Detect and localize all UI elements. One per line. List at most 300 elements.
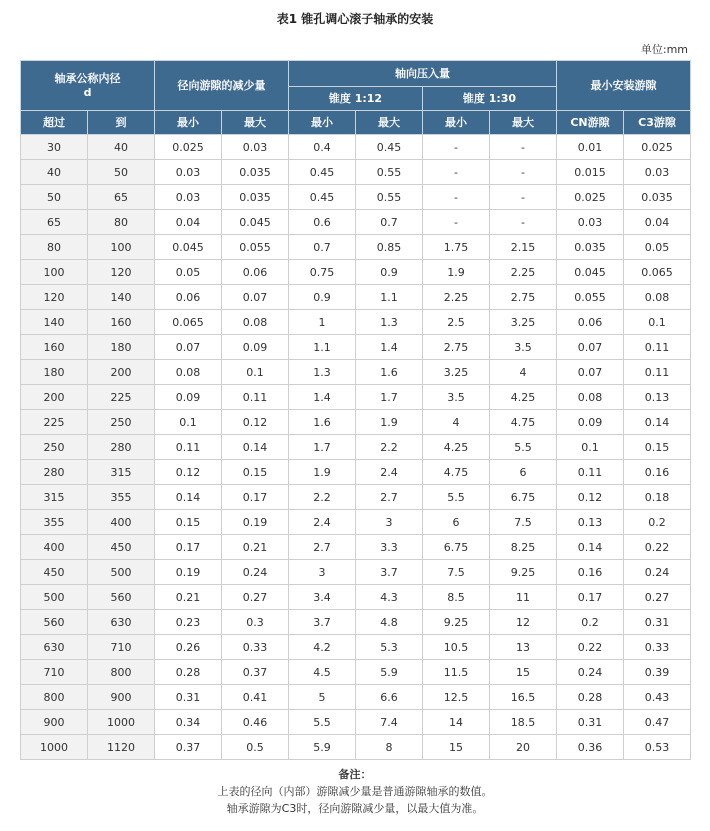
table-cell: 6.75 — [490, 485, 557, 510]
table-cell: 500 — [88, 560, 155, 585]
table-cell: 0.13 — [557, 510, 624, 535]
table-cell: 0.37 — [155, 735, 222, 760]
table-cell: 0.09 — [222, 335, 289, 360]
table-cell: 0.45 — [289, 185, 356, 210]
bearing-table — [20, 60, 691, 760]
table-cell: 225 — [21, 410, 88, 435]
table-cell: 4 — [490, 360, 557, 385]
notes-line-1: 上表的径向（内部）游隙减少量是普通游隙轴承的数值。 — [217, 785, 493, 798]
table-cell: 1.1 — [289, 335, 356, 360]
table-row — [21, 185, 691, 210]
table-cell: 200 — [88, 360, 155, 385]
table-cell: 0.035 — [222, 160, 289, 185]
table-cell: 0.1 — [222, 360, 289, 385]
table-cell: 7.4 — [356, 710, 423, 735]
table-cell: 9.25 — [423, 610, 490, 635]
table-cell: 0.19 — [222, 510, 289, 535]
table-cell: 3.4 — [289, 585, 356, 610]
table-cell: 0.28 — [557, 685, 624, 710]
table-cell: 0.24 — [557, 660, 624, 685]
table-cell: 50 — [88, 160, 155, 185]
table-cell: 0.03 — [624, 160, 691, 185]
table-cell: 0.03 — [557, 210, 624, 235]
table-cell: 0.025 — [155, 135, 222, 160]
table-cell: 0.065 — [624, 260, 691, 285]
table-cell: 0.39 — [624, 660, 691, 685]
table-cell: 1 — [289, 310, 356, 335]
table-row — [21, 710, 691, 735]
table-cell: 140 — [21, 310, 88, 335]
table-cell: 0.14 — [624, 410, 691, 435]
table-cell: 100 — [21, 260, 88, 285]
table-row — [21, 410, 691, 435]
table-cell: 3.7 — [356, 560, 423, 585]
table-cell: 1000 — [21, 735, 88, 760]
table-cell: 5.3 — [356, 635, 423, 660]
table-cell: 0.06 — [557, 310, 624, 335]
header-reduction-min: 最小 — [155, 111, 222, 135]
table-cell: 12.5 — [423, 685, 490, 710]
table-cell: 500 — [21, 585, 88, 610]
table-cell: 0.16 — [624, 460, 691, 485]
header-c3: C3游隙 — [624, 111, 691, 135]
table-cell: 2.25 — [490, 260, 557, 285]
table-cell: 0.11 — [557, 460, 624, 485]
table-row — [21, 610, 691, 635]
table-cell: 900 — [21, 710, 88, 735]
table-cell: 11 — [490, 585, 557, 610]
table-cell: 0.07 — [557, 360, 624, 385]
table-cell: 0.34 — [155, 710, 222, 735]
table-row — [21, 660, 691, 685]
table-row — [21, 260, 691, 285]
table-cell: 13 — [490, 635, 557, 660]
table-cell: 2.4 — [289, 510, 356, 535]
table-cell: 0.7 — [289, 235, 356, 260]
table-cell: 0.22 — [557, 635, 624, 660]
table-cell: 160 — [21, 335, 88, 360]
table-cell: 0.15 — [624, 435, 691, 460]
table-row — [21, 160, 691, 185]
table-cell: 1.9 — [289, 460, 356, 485]
table-cell: - — [490, 185, 557, 210]
table-cell: 4.3 — [356, 585, 423, 610]
table-cell: 0.16 — [557, 560, 624, 585]
table-cell: 8.25 — [490, 535, 557, 560]
table-cell: 315 — [88, 460, 155, 485]
table-cell: 5 — [289, 685, 356, 710]
table-cell: 0.08 — [155, 360, 222, 385]
table-cell: 0.55 — [356, 185, 423, 210]
table-cell: - — [423, 160, 490, 185]
table-cell: 0.6 — [289, 210, 356, 235]
table-cell: 0.3 — [222, 610, 289, 635]
table-cell: 0.055 — [557, 285, 624, 310]
table-cell: 4.75 — [423, 460, 490, 485]
table-cell: 14 — [423, 710, 490, 735]
table-cell: 20 — [490, 735, 557, 760]
table-cell: 180 — [21, 360, 88, 385]
table-row — [21, 535, 691, 560]
table-cell: 0.06 — [155, 285, 222, 310]
table-cell: 0.1 — [155, 410, 222, 435]
table-cell: 2.75 — [490, 285, 557, 310]
table-cell: - — [423, 210, 490, 235]
table-cell: 65 — [21, 210, 88, 235]
table-cell: 0.025 — [624, 135, 691, 160]
table-cell: 0.05 — [155, 260, 222, 285]
table-cell: 0.03 — [222, 135, 289, 160]
table-cell: 0.31 — [155, 685, 222, 710]
table-cell: 1.6 — [356, 360, 423, 385]
table-cell: 6 — [423, 510, 490, 535]
table-cell: 0.55 — [356, 160, 423, 185]
table-cell: 40 — [21, 160, 88, 185]
table-cell: 50 — [21, 185, 88, 210]
table-cell: 0.22 — [624, 535, 691, 560]
table-cell: 0.85 — [356, 235, 423, 260]
table-cell: 0.04 — [155, 210, 222, 235]
table-cell: 0.23 — [155, 610, 222, 635]
table-cell: 7.5 — [490, 510, 557, 535]
table-body — [21, 135, 691, 760]
table-cell: 3 — [289, 560, 356, 585]
header-axial: 轴向压入量 — [289, 61, 557, 87]
table-cell: 0.7 — [356, 210, 423, 235]
table-cell: 15 — [423, 735, 490, 760]
table-cell: 9.25 — [490, 560, 557, 585]
table-cell: 1.1 — [356, 285, 423, 310]
table-cell: 0.11 — [624, 360, 691, 385]
table-cell: 0.17 — [222, 485, 289, 510]
table-cell: 3.5 — [490, 335, 557, 360]
table-cell: 0.13 — [624, 385, 691, 410]
table-cell: 225 — [88, 385, 155, 410]
header-to: 到 — [88, 111, 155, 135]
table-row — [21, 310, 691, 335]
table-cell: 0.025 — [557, 185, 624, 210]
table-cell: 8 — [356, 735, 423, 760]
table-cell: 0.14 — [155, 485, 222, 510]
table-cell: 8.5 — [423, 585, 490, 610]
table-cell: 1.9 — [423, 260, 490, 285]
table-cell: 280 — [88, 435, 155, 460]
table-cell: 4.8 — [356, 610, 423, 635]
header-taper-1-30: 锥度 1:30 — [423, 87, 557, 111]
table-cell: - — [490, 160, 557, 185]
table-cell: 2.75 — [423, 335, 490, 360]
header-taper1-max: 最大 — [356, 111, 423, 135]
table-cell: 0.12 — [155, 460, 222, 485]
header-over: 超过 — [21, 111, 88, 135]
header-bore-symbol: d — [83, 85, 92, 99]
table-cell: 2.2 — [289, 485, 356, 510]
table-row — [21, 635, 691, 660]
table-row — [21, 460, 691, 485]
table-cell: 0.24 — [222, 560, 289, 585]
table-cell: 6.6 — [356, 685, 423, 710]
table-cell: 5.5 — [490, 435, 557, 460]
table-cell: 355 — [88, 485, 155, 510]
table-cell: - — [423, 135, 490, 160]
header-taper2-max: 最大 — [490, 111, 557, 135]
table-cell: 2.4 — [356, 460, 423, 485]
table-cell: 0.27 — [624, 585, 691, 610]
table-cell: 1.3 — [289, 360, 356, 385]
table-cell: 560 — [21, 610, 88, 635]
table-cell: 0.045 — [155, 235, 222, 260]
table-cell: 0.33 — [624, 635, 691, 660]
table-cell: 0.27 — [222, 585, 289, 610]
table-cell: 0.19 — [155, 560, 222, 585]
table-cell: 0.21 — [222, 535, 289, 560]
table-cell: 3.5 — [423, 385, 490, 410]
table-row — [21, 235, 691, 260]
table-cell: 4 — [423, 410, 490, 435]
table-cell: 0.17 — [155, 535, 222, 560]
table-cell: 0.1 — [557, 435, 624, 460]
table-cell: 1.7 — [356, 385, 423, 410]
table-cell: 0.03 — [155, 185, 222, 210]
table-cell: 4.5 — [289, 660, 356, 685]
table-cell: 400 — [21, 535, 88, 560]
table-cell: 7.5 — [423, 560, 490, 585]
table-cell: 3.3 — [356, 535, 423, 560]
table-cell: 12 — [490, 610, 557, 635]
notes-title: 备注： — [338, 768, 372, 781]
table-cell: 0.07 — [557, 335, 624, 360]
table-cell: 5.9 — [289, 735, 356, 760]
table-row — [21, 685, 691, 710]
table-row — [21, 585, 691, 610]
table-cell: 560 — [88, 585, 155, 610]
table-cell: 0.31 — [557, 710, 624, 735]
table-cell: 5.9 — [356, 660, 423, 685]
unit-label: 单位:mm — [640, 43, 688, 56]
header-bore-label: 轴承公称内径 — [54, 71, 121, 85]
table-cell: 100 — [88, 235, 155, 260]
table-cell: 400 — [88, 510, 155, 535]
table-cell: 0.36 — [557, 735, 624, 760]
table-cell: 0.035 — [624, 185, 691, 210]
header-reduction-max: 最大 — [222, 111, 289, 135]
table-cell: 0.26 — [155, 635, 222, 660]
table-cell: 18.5 — [490, 710, 557, 735]
table-cell: 0.11 — [155, 435, 222, 460]
table-cell: 0.75 — [289, 260, 356, 285]
table-row — [21, 435, 691, 460]
table-cell: 0.47 — [624, 710, 691, 735]
table-cell: - — [490, 210, 557, 235]
table-cell: 0.45 — [289, 160, 356, 185]
table-cell: 0.08 — [624, 285, 691, 310]
table-cell: 0.035 — [222, 185, 289, 210]
table-cell: 200 — [21, 385, 88, 410]
table-cell: 0.17 — [557, 585, 624, 610]
table-cell: 355 — [21, 510, 88, 535]
table-cell: 250 — [21, 435, 88, 460]
table-row — [21, 285, 691, 310]
table-cell: 0.53 — [624, 735, 691, 760]
table-cell: 0.045 — [557, 260, 624, 285]
table-cell: 1.9 — [356, 410, 423, 435]
table-cell: 2.25 — [423, 285, 490, 310]
table-cell: 120 — [88, 260, 155, 285]
table-cell: 5.5 — [289, 710, 356, 735]
table-cell: 0.15 — [155, 510, 222, 535]
table-cell: 3.25 — [423, 360, 490, 385]
table-cell: 0.08 — [557, 385, 624, 410]
table-cell: 2.7 — [289, 535, 356, 560]
table-cell: 0.14 — [222, 435, 289, 460]
table-cell: 4.75 — [490, 410, 557, 435]
table-cell: 0.11 — [222, 385, 289, 410]
table-cell: 120 — [21, 285, 88, 310]
table-cell: 40 — [88, 135, 155, 160]
table-cell: 0.14 — [557, 535, 624, 560]
table-row — [21, 385, 691, 410]
table-cell: 0.035 — [557, 235, 624, 260]
table-cell: 250 — [88, 410, 155, 435]
table-cell: 0.43 — [624, 685, 691, 710]
table-cell: 0.07 — [222, 285, 289, 310]
table-cell: 0.9 — [356, 260, 423, 285]
table-cell: 0.18 — [624, 485, 691, 510]
table-cell: 1.6 — [289, 410, 356, 435]
table-cell: 0.05 — [624, 235, 691, 260]
table-cell: 0.41 — [222, 685, 289, 710]
table-cell: 630 — [21, 635, 88, 660]
table-cell: 0.2 — [624, 510, 691, 535]
table-cell: 0.07 — [155, 335, 222, 360]
table-cell: 0.11 — [624, 335, 691, 360]
table-cell: 4.25 — [490, 385, 557, 410]
table-cell: 1.75 — [423, 235, 490, 260]
header-taper1-min: 最小 — [289, 111, 356, 135]
table-cell: 160 — [88, 310, 155, 335]
table-cell: 11.5 — [423, 660, 490, 685]
table-row — [21, 485, 691, 510]
header-reduction: 径向游隙的减少量 — [155, 61, 289, 111]
table-cell: 80 — [88, 210, 155, 235]
table-cell: 0.045 — [222, 210, 289, 235]
table-cell: 2.2 — [356, 435, 423, 460]
header-min-clearance: 最小安装游隙 — [557, 61, 691, 111]
table-cell: 0.9 — [289, 285, 356, 310]
table-cell: 65 — [88, 185, 155, 210]
table-cell: 900 — [88, 685, 155, 710]
header-bore — [21, 61, 155, 111]
table-cell: 0.21 — [155, 585, 222, 610]
table-cell: 1120 — [88, 735, 155, 760]
table-cell: 0.03 — [155, 160, 222, 185]
table-row — [21, 335, 691, 360]
table-cell: 0.055 — [222, 235, 289, 260]
table-cell: 1.7 — [289, 435, 356, 460]
table-cell: 450 — [88, 535, 155, 560]
table-cell: - — [423, 185, 490, 210]
table-cell: 710 — [21, 660, 88, 685]
table-cell: 3.7 — [289, 610, 356, 635]
table-cell: 0.015 — [557, 160, 624, 185]
table-cell: 0.01 — [557, 135, 624, 160]
table-cell: 2.15 — [490, 235, 557, 260]
table-cell: 0.24 — [624, 560, 691, 585]
table-cell: 10.5 — [423, 635, 490, 660]
table-cell: 30 — [21, 135, 88, 160]
table-cell: 3.25 — [490, 310, 557, 335]
header-taper-1-12: 锥度 1:12 — [289, 87, 423, 111]
table-cell: 0.1 — [624, 310, 691, 335]
table-cell: 6 — [490, 460, 557, 485]
table-cell: 710 — [88, 635, 155, 660]
table-cell: 315 — [21, 485, 88, 510]
table-row — [21, 510, 691, 535]
table-cell: - — [490, 135, 557, 160]
table-cell: 4.2 — [289, 635, 356, 660]
table-cell: 4.25 — [423, 435, 490, 460]
table-cell: 0.08 — [222, 310, 289, 335]
table-row — [21, 560, 691, 585]
table-cell: 2.7 — [356, 485, 423, 510]
notes — [0, 766, 710, 817]
table-row — [21, 360, 691, 385]
table-cell: 6.75 — [423, 535, 490, 560]
table-cell: 15 — [490, 660, 557, 685]
table-cell: 0.33 — [222, 635, 289, 660]
table-cell: 0.31 — [624, 610, 691, 635]
table-cell: 280 — [21, 460, 88, 485]
table-row — [21, 735, 691, 760]
table-cell: 800 — [21, 685, 88, 710]
table-cell: 0.12 — [557, 485, 624, 510]
header-taper2-min: 最小 — [423, 111, 490, 135]
table-cell: 0.09 — [155, 385, 222, 410]
table-cell: 0.15 — [222, 460, 289, 485]
table-cell: 140 — [88, 285, 155, 310]
table-cell: 16.5 — [490, 685, 557, 710]
table-cell: 1.4 — [356, 335, 423, 360]
table-row — [21, 135, 691, 160]
table-cell: 0.12 — [222, 410, 289, 435]
header-cn: CN游隙 — [557, 111, 624, 135]
table-cell: 0.28 — [155, 660, 222, 685]
table-cell: 0.09 — [557, 410, 624, 435]
table-cell: 800 — [88, 660, 155, 685]
table-cell: 0.06 — [222, 260, 289, 285]
table-cell: 0.37 — [222, 660, 289, 685]
table-title: 表1 锥孔调心滚子轴承的安装 — [276, 12, 434, 26]
table-cell: 0.2 — [557, 610, 624, 635]
table-cell: 1.4 — [289, 385, 356, 410]
table-cell: 3 — [356, 510, 423, 535]
notes-line-2: 轴承游隙为C3时，径向游隙减少量，以最大值为准。 — [226, 802, 484, 815]
table-cell: 2.5 — [423, 310, 490, 335]
table-cell: 630 — [88, 610, 155, 635]
table-cell: 1000 — [88, 710, 155, 735]
table-cell: 80 — [21, 235, 88, 260]
table-cell: 180 — [88, 335, 155, 360]
table-cell: 0.46 — [222, 710, 289, 735]
table-row — [21, 210, 691, 235]
table-cell: 1.3 — [356, 310, 423, 335]
table-cell: 0.45 — [356, 135, 423, 160]
table-cell: 0.04 — [624, 210, 691, 235]
table-cell: 0.065 — [155, 310, 222, 335]
table-cell: 0.5 — [222, 735, 289, 760]
table-cell: 0.4 — [289, 135, 356, 160]
table-cell: 5.5 — [423, 485, 490, 510]
